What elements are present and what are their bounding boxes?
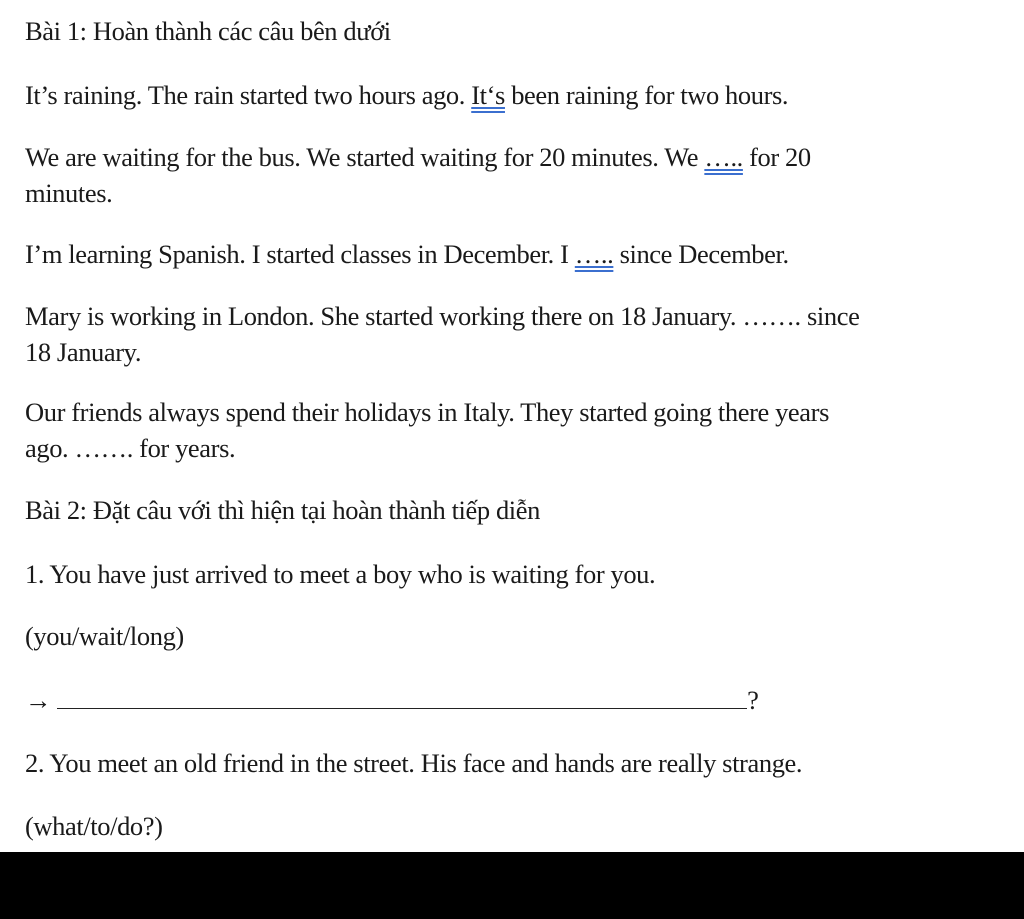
answer-line	[57, 686, 747, 709]
sentence-3-end: since December.	[613, 239, 789, 269]
arrow-icon: →	[25, 685, 52, 715]
question-mark: ?	[747, 685, 759, 715]
sentence-5-line1: Our friends always spend their holidays in Italy. They started going there years	[25, 397, 829, 427]
question-1-answer-row	[25, 682, 1000, 718]
sentence-2-blank: …..	[704, 142, 743, 172]
sentence-1-rest: been raining for two hours.	[504, 80, 789, 110]
sentence-2-line2: minutes.	[25, 178, 113, 208]
sentence-4-line1: Mary is working in London. She started working there on 18 January. ……. since	[25, 301, 860, 331]
sentence-4-line2: 18 January.	[25, 337, 142, 367]
question-1-text: 1. You have just arrived to meet a boy who is waiting for you.	[25, 559, 656, 589]
question-2-text: 2. You meet an old friend in the street. His face and hands are really strange.	[25, 748, 803, 778]
sentence-3-blank: …..	[574, 239, 614, 269]
exercise-2-heading: Bài 2: Đặt câu với thì hiện tại hoàn thành tiếp diễn	[25, 495, 540, 525]
sentence-1-answer: It‘s	[471, 80, 505, 110]
question-1-prompt: (you/wait/long)	[25, 621, 184, 651]
sentence-3	[25, 236, 1000, 272]
sentence-5	[25, 394, 1000, 466]
sentence-4	[25, 298, 1000, 370]
sentence-2-end: for 20	[742, 142, 811, 172]
exercise-1-heading: Bài 1: Hoàn thành các câu bên dưới	[25, 16, 391, 46]
sentence-5-line2: ago. ……. for years.	[25, 433, 236, 463]
sentence-3-text: I’m learning Spanish. I started classes in December. I	[25, 239, 575, 269]
question-2-prompt: (what/to/do?)	[25, 811, 163, 841]
bottom-black-bar	[0, 852, 1024, 919]
sentence-2-text: We are waiting for the bus. We started waiting for 20 minutes. We	[25, 142, 705, 172]
sentence-1-text: It’s raining. The rain started two hours ago.	[25, 80, 472, 110]
sentence-1	[25, 77, 1000, 113]
sentence-2	[25, 139, 1000, 211]
